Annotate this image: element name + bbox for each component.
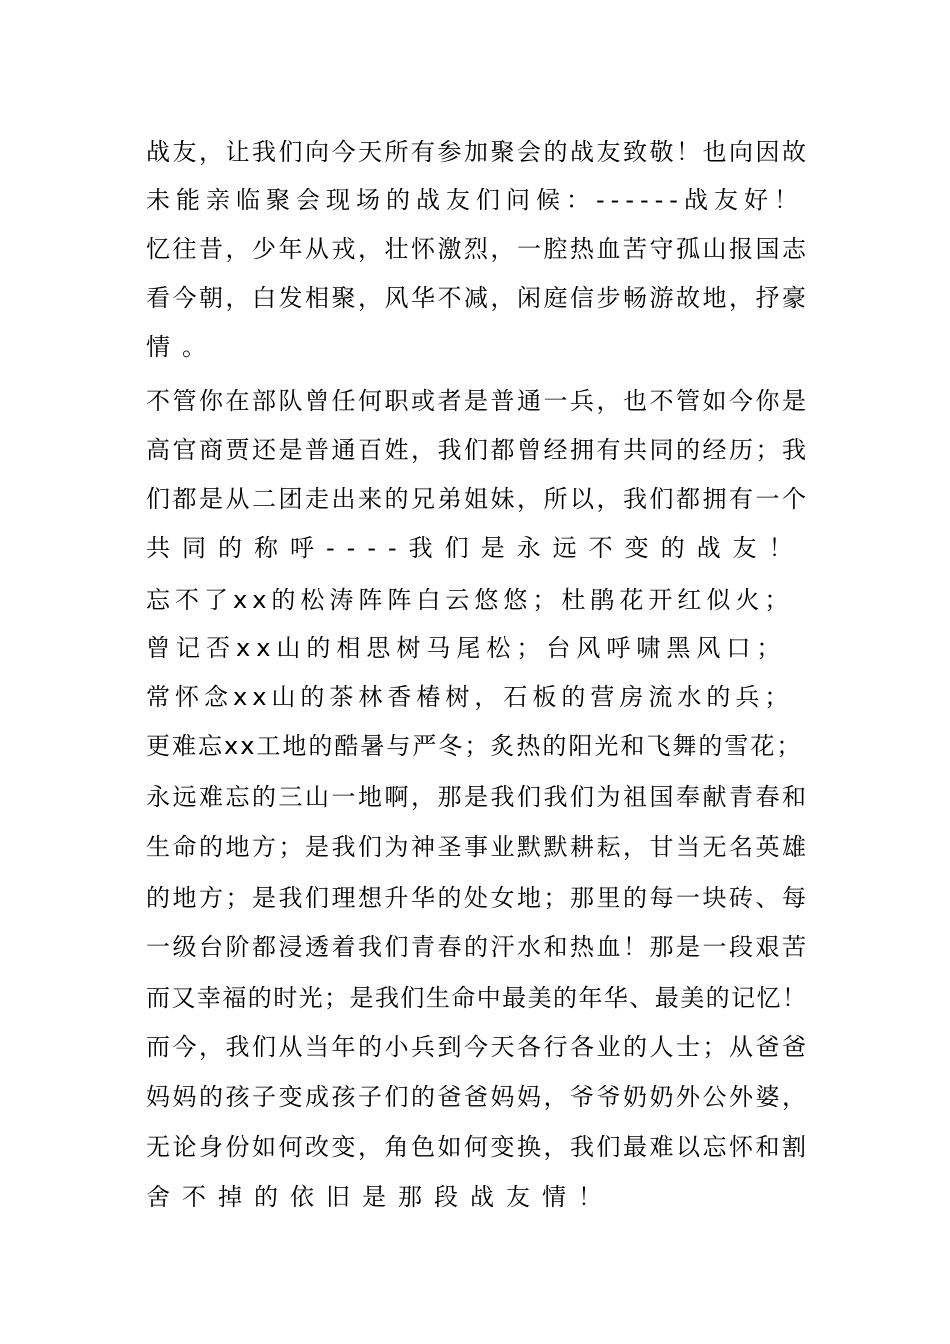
text-line: 一级台阶都浸透着我们青春的汗水和热血！那是一段艰苦 bbox=[146, 933, 806, 961]
text-line: 曾记否xx山的相思树马尾松；台风呼啸黑风口； bbox=[146, 634, 787, 662]
text-line: 忆往昔，少年从戎，壮怀激烈，一腔热血苦守孤山报国志 bbox=[146, 235, 806, 263]
text-line: 们都是从二团走出来的兄弟姐妹，所以，我们都拥有一个 bbox=[146, 485, 806, 513]
text-line: 永远难忘的三山一地啊，那是我们我们为祖国奉献青春和 bbox=[146, 783, 806, 811]
text-line: 妈妈的孩子变成孩子们的爸爸妈妈，爷爷奶奶外公外婆， bbox=[146, 1083, 806, 1111]
text-line: 而今，我们从当年的小兵到今天各行各业的人士；从爸爸 bbox=[146, 1033, 806, 1061]
text-line: 无论身份如何改变，角色如何变换，我们最难以忘怀和割 bbox=[146, 1133, 806, 1161]
text-line: 舍不掉的依旧是那段战友情！ bbox=[146, 1183, 614, 1211]
text-line: 的地方；是我们理想升华的处女地；那里的每一块砖、每 bbox=[146, 884, 806, 912]
text-line: 看今朝，白发相聚，风华不减，闲庭信步畅游故地，抒豪 bbox=[146, 284, 806, 312]
text-line: 情。 bbox=[146, 333, 218, 361]
text-line: 常怀念xx山的茶林香椿树，石板的营房流水的兵； bbox=[146, 683, 794, 711]
text-line: 忘不了xx的松涛阵阵白云悠悠；杜鹃花开红似火； bbox=[146, 586, 794, 614]
text-line: 战友，让我们向今天所有参加聚会的战友致敬！也向因故 bbox=[146, 138, 806, 166]
text-line: 更难忘xx工地的酷暑与严冬；炙热的阳光和飞舞的雪花； bbox=[146, 732, 803, 760]
text-line: 共同的称呼----我们是永远不变的战友！ bbox=[146, 534, 805, 562]
text-line: 而又幸福的时光；是我们生命中最美的年华、最美的记忆！ bbox=[146, 984, 806, 1012]
text-line: 高官商贾还是普通百姓，我们都曾经拥有共同的经历；我 bbox=[146, 436, 806, 464]
text-line: 未能亲临聚会现场的战友们问候：------战友好！ bbox=[146, 186, 804, 214]
text-line: 不管你在部队曾任何职或者是普通一兵，也不管如今你是 bbox=[146, 387, 806, 415]
text-line: 生命的地方；是我们为神圣事业默默耕耘，甘当无名英雄 bbox=[146, 833, 806, 861]
